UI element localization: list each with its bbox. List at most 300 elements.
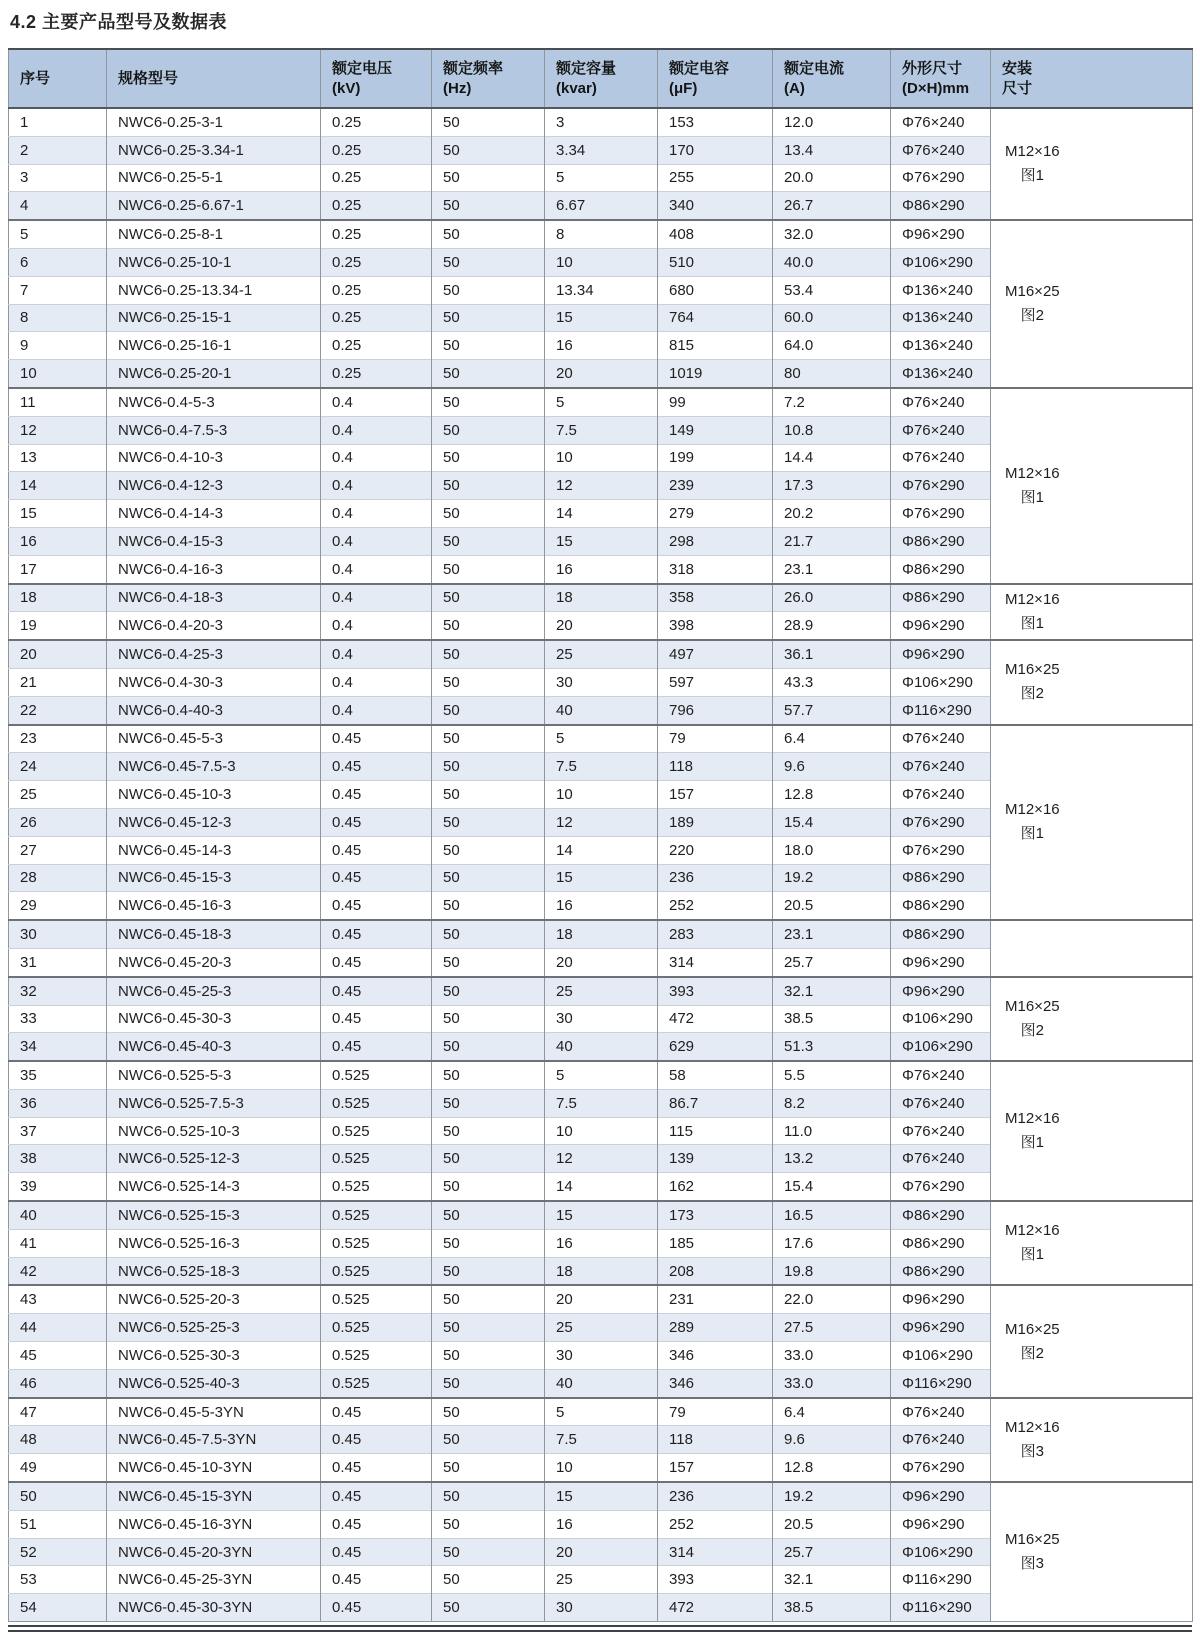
cell-voltage: 0.45 <box>321 1398 432 1426</box>
cell-capacity: 3.34 <box>545 136 658 164</box>
cell-frequency: 50 <box>432 1538 545 1566</box>
mounting-spec-cell <box>991 220 1193 388</box>
cell-no: 5 <box>9 220 107 248</box>
cell-dimensions: Φ106×290 <box>891 248 991 276</box>
mounting-spec-cell <box>991 725 1193 921</box>
cell-no: 49 <box>9 1454 107 1482</box>
cell-model: NWC6-0.45-15-3YN <box>107 1482 321 1510</box>
mounting-spec-cell <box>991 920 1193 977</box>
cell-voltage: 0.525 <box>321 1089 432 1117</box>
cell-capacity: 5 <box>545 1398 658 1426</box>
column-header-model: 规格型号 <box>107 49 321 108</box>
cell-model: NWC6-0.25-20-1 <box>107 360 321 388</box>
column-header-capacity: 额定容量 (kvar) <box>545 49 658 108</box>
cell-voltage: 0.4 <box>321 388 432 416</box>
cell-capacity: 5 <box>545 725 658 753</box>
cell-voltage: 0.45 <box>321 1454 432 1482</box>
cell-frequency: 50 <box>432 1314 545 1342</box>
cell-no: 28 <box>9 864 107 892</box>
cell-frequency: 50 <box>432 1033 545 1061</box>
cell-no: 47 <box>9 1398 107 1426</box>
cell-current: 38.5 <box>773 1594 891 1622</box>
cell-model: NWC6-0.525-12-3 <box>107 1145 321 1173</box>
cell-capacity: 18 <box>545 920 658 948</box>
cell-voltage: 0.525 <box>321 1229 432 1257</box>
cell-no: 44 <box>9 1314 107 1342</box>
cell-voltage: 0.4 <box>321 668 432 696</box>
cell-voltage: 0.45 <box>321 836 432 864</box>
cell-model: NWC6-0.4-18-3 <box>107 584 321 612</box>
column-header-mounting: 安装 尺寸 <box>991 49 1193 108</box>
cell-capacitance: 393 <box>658 977 773 1005</box>
cell-current: 26.7 <box>773 192 891 220</box>
cell-frequency: 50 <box>432 220 545 248</box>
cell-capacitance: 472 <box>658 1005 773 1033</box>
cell-dimensions: Φ76×290 <box>891 1454 991 1482</box>
cell-dimensions: Φ76×240 <box>891 416 991 444</box>
cell-model: NWC6-0.525-15-3 <box>107 1201 321 1229</box>
cell-frequency: 50 <box>432 781 545 809</box>
cell-capacitance: 79 <box>658 725 773 753</box>
cell-voltage: 0.45 <box>321 1033 432 1061</box>
cell-frequency: 50 <box>432 725 545 753</box>
mounting-size-label: M16×25 <box>1005 1320 1060 1338</box>
cell-capacitance: 58 <box>658 1061 773 1089</box>
cell-capacity: 20 <box>545 1538 658 1566</box>
cell-voltage: 0.525 <box>321 1061 432 1089</box>
cell-capacity: 5 <box>545 164 658 192</box>
column-header-no: 序号 <box>9 49 107 108</box>
cell-model: NWC6-0.45-15-3 <box>107 864 321 892</box>
cell-capacitance: 764 <box>658 304 773 332</box>
cell-current: 19.2 <box>773 864 891 892</box>
cell-capacitance: 796 <box>658 696 773 724</box>
cell-model: NWC6-0.45-7.5-3 <box>107 753 321 781</box>
cell-voltage: 0.525 <box>321 1285 432 1313</box>
cell-no: 43 <box>9 1285 107 1313</box>
cell-voltage: 0.45 <box>321 808 432 836</box>
cell-current: 15.4 <box>773 1173 891 1201</box>
cell-capacitance: 79 <box>658 1398 773 1426</box>
cell-no: 50 <box>9 1482 107 1510</box>
cell-capacity: 40 <box>545 696 658 724</box>
cell-current: 7.2 <box>773 388 891 416</box>
cell-capacity: 30 <box>545 1005 658 1033</box>
cell-model: NWC6-0.45-25-3YN <box>107 1566 321 1594</box>
cell-frequency: 50 <box>432 1454 545 1482</box>
cell-frequency: 50 <box>432 668 545 696</box>
cell-dimensions: Φ76×240 <box>891 1426 991 1454</box>
cell-dimensions: Φ76×240 <box>891 781 991 809</box>
cell-model: NWC6-0.45-5-3YN <box>107 1398 321 1426</box>
cell-dimensions: Φ106×290 <box>891 1538 991 1566</box>
column-header-capacitance: 额定电容 (μF) <box>658 49 773 108</box>
cell-capacity: 8 <box>545 220 658 248</box>
cell-model: NWC6-0.45-20-3YN <box>107 1538 321 1566</box>
mounting-size-label: M12×16 <box>1005 1222 1060 1240</box>
cell-voltage: 0.25 <box>321 192 432 220</box>
cell-voltage: 0.45 <box>321 1594 432 1622</box>
cell-frequency: 50 <box>432 1089 545 1117</box>
cell-capacity: 20 <box>545 948 658 976</box>
cell-voltage: 0.525 <box>321 1314 432 1342</box>
cell-current: 43.3 <box>773 668 891 696</box>
mounting-size-label: M12×16 <box>1005 464 1060 482</box>
cell-model: NWC6-0.25-3-1 <box>107 108 321 136</box>
cell-no: 46 <box>9 1369 107 1397</box>
cell-capacity: 18 <box>545 1257 658 1285</box>
cell-capacitance: 289 <box>658 1314 773 1342</box>
cell-frequency: 50 <box>432 1061 545 1089</box>
cell-no: 42 <box>9 1257 107 1285</box>
cell-dimensions: Φ76×240 <box>891 1061 991 1089</box>
cell-dimensions: Φ76×240 <box>891 725 991 753</box>
cell-frequency: 50 <box>432 1117 545 1145</box>
cell-current: 26.0 <box>773 584 891 612</box>
mounting-size-label: M12×16 <box>1005 1418 1060 1436</box>
cell-frequency: 50 <box>432 555 545 583</box>
cell-frequency: 50 <box>432 864 545 892</box>
cell-model: NWC6-0.4-12-3 <box>107 472 321 500</box>
table-row <box>9 1201 1193 1229</box>
cell-capacitance: 597 <box>658 668 773 696</box>
cell-voltage: 0.45 <box>321 864 432 892</box>
cell-voltage: 0.25 <box>321 164 432 192</box>
cell-capacity: 5 <box>545 388 658 416</box>
cell-capacity: 25 <box>545 640 658 668</box>
mounting-figure-label: 图1 <box>1020 167 1044 185</box>
cell-capacity: 6.67 <box>545 192 658 220</box>
cell-capacity: 16 <box>545 555 658 583</box>
cell-current: 25.7 <box>773 948 891 976</box>
cell-capacitance: 510 <box>658 248 773 276</box>
cell-voltage: 0.45 <box>321 892 432 920</box>
cell-voltage: 0.4 <box>321 640 432 668</box>
cell-model: NWC6-0.45-16-3 <box>107 892 321 920</box>
cell-voltage: 0.4 <box>321 527 432 555</box>
cell-capacitance: 629 <box>658 1033 773 1061</box>
mounting-spec-cell <box>991 1285 1193 1397</box>
cell-model: NWC6-0.525-30-3 <box>107 1342 321 1370</box>
cell-capacitance: 236 <box>658 1482 773 1510</box>
cell-model: NWC6-0.525-25-3 <box>107 1314 321 1342</box>
cell-capacity: 7.5 <box>545 416 658 444</box>
table-row <box>9 977 1193 1005</box>
cell-model: NWC6-0.4-20-3 <box>107 612 321 640</box>
cell-dimensions: Φ106×290 <box>891 668 991 696</box>
cell-frequency: 50 <box>432 1510 545 1538</box>
cell-frequency: 50 <box>432 1426 545 1454</box>
cell-dimensions: Φ86×290 <box>891 892 991 920</box>
cell-voltage: 0.525 <box>321 1342 432 1370</box>
table-header <box>9 49 1193 108</box>
cell-capacitance: 318 <box>658 555 773 583</box>
cell-capacitance: 185 <box>658 1229 773 1257</box>
cell-capacitance: 340 <box>658 192 773 220</box>
cell-capacitance: 346 <box>658 1369 773 1397</box>
cell-no: 18 <box>9 584 107 612</box>
cell-dimensions: Φ86×290 <box>891 1201 991 1229</box>
cell-no: 36 <box>9 1089 107 1117</box>
cell-no: 24 <box>9 753 107 781</box>
cell-current: 22.0 <box>773 1285 891 1313</box>
mounting-spec-cell <box>991 1482 1193 1621</box>
cell-capacity: 20 <box>545 1285 658 1313</box>
cell-capacitance: 1019 <box>658 360 773 388</box>
cell-capacitance: 279 <box>658 500 773 528</box>
mounting-figure-label: 图3 <box>1020 1555 1044 1573</box>
column-header-voltage: 额定电压 (kV) <box>321 49 432 108</box>
cell-current: 27.5 <box>773 1314 891 1342</box>
cell-voltage: 0.4 <box>321 500 432 528</box>
table-row <box>9 640 1193 668</box>
cell-voltage: 0.25 <box>321 108 432 136</box>
cell-capacitance: 231 <box>658 1285 773 1313</box>
cell-current: 32.0 <box>773 220 891 248</box>
cell-model: NWC6-0.525-5-3 <box>107 1061 321 1089</box>
cell-current: 57.7 <box>773 696 891 724</box>
mounting-spec-cell <box>991 977 1193 1061</box>
cell-frequency: 50 <box>432 640 545 668</box>
cell-dimensions: Φ136×240 <box>891 360 991 388</box>
cell-capacity: 40 <box>545 1033 658 1061</box>
cell-current: 14.4 <box>773 444 891 472</box>
cell-no: 37 <box>9 1117 107 1145</box>
cell-dimensions: Φ116×290 <box>891 1594 991 1622</box>
cell-no: 53 <box>9 1566 107 1594</box>
cell-dimensions: Φ136×240 <box>891 332 991 360</box>
table-row <box>9 1398 1193 1426</box>
cell-current: 28.9 <box>773 612 891 640</box>
mounting-figure-label: 图1 <box>1020 825 1044 843</box>
cell-current: 6.4 <box>773 725 891 753</box>
cell-current: 40.0 <box>773 248 891 276</box>
cell-capacitance: 408 <box>658 220 773 248</box>
cell-capacity: 14 <box>545 836 658 864</box>
cell-no: 17 <box>9 555 107 583</box>
cell-no: 25 <box>9 781 107 809</box>
cell-capacitance: 170 <box>658 136 773 164</box>
cell-voltage: 0.25 <box>321 220 432 248</box>
cell-dimensions: Φ76×240 <box>891 444 991 472</box>
table-row <box>9 725 1193 753</box>
cell-frequency: 50 <box>432 388 545 416</box>
cell-model: NWC6-0.525-7.5-3 <box>107 1089 321 1117</box>
cell-frequency: 50 <box>432 1257 545 1285</box>
cell-dimensions: Φ96×290 <box>891 1314 991 1342</box>
cell-model: NWC6-0.25-6.67-1 <box>107 192 321 220</box>
cell-capacity: 25 <box>545 1314 658 1342</box>
cell-model: NWC6-0.525-16-3 <box>107 1229 321 1257</box>
cell-voltage: 0.4 <box>321 696 432 724</box>
cell-frequency: 50 <box>432 1482 545 1510</box>
cell-frequency: 50 <box>432 1173 545 1201</box>
cell-no: 26 <box>9 808 107 836</box>
header-row <box>9 49 1193 108</box>
cell-capacity: 16 <box>545 892 658 920</box>
cell-capacity: 10 <box>545 444 658 472</box>
cell-no: 30 <box>9 920 107 948</box>
cell-current: 36.1 <box>773 640 891 668</box>
mounting-size-label: M16×25 <box>1005 283 1060 301</box>
mounting-figure-label: 图2 <box>1020 307 1044 325</box>
product-data-table <box>8 48 1193 1622</box>
cell-current: 23.1 <box>773 920 891 948</box>
cell-frequency: 50 <box>432 696 545 724</box>
cell-no: 23 <box>9 725 107 753</box>
cell-dimensions: Φ96×290 <box>891 220 991 248</box>
cell-voltage: 0.25 <box>321 360 432 388</box>
cell-current: 13.2 <box>773 1145 891 1173</box>
cell-dimensions: Φ76×290 <box>891 472 991 500</box>
cell-capacity: 15 <box>545 864 658 892</box>
cell-dimensions: Φ76×290 <box>891 500 991 528</box>
cell-capacity: 14 <box>545 1173 658 1201</box>
cell-capacity: 25 <box>545 1566 658 1594</box>
cell-capacity: 5 <box>545 1061 658 1089</box>
cell-current: 32.1 <box>773 1566 891 1594</box>
cell-dimensions: Φ76×240 <box>891 108 991 136</box>
cell-capacity: 40 <box>545 1369 658 1397</box>
cell-current: 20.2 <box>773 500 891 528</box>
cell-voltage: 0.25 <box>321 332 432 360</box>
cell-no: 12 <box>9 416 107 444</box>
cell-voltage: 0.4 <box>321 444 432 472</box>
cell-frequency: 50 <box>432 1566 545 1594</box>
cell-frequency: 50 <box>432 1229 545 1257</box>
mounting-size-label: M12×16 <box>1005 143 1060 161</box>
cell-model: NWC6-0.25-16-1 <box>107 332 321 360</box>
cell-voltage: 0.45 <box>321 1538 432 1566</box>
cell-model: NWC6-0.525-40-3 <box>107 1369 321 1397</box>
cell-voltage: 0.4 <box>321 472 432 500</box>
cell-frequency: 50 <box>432 892 545 920</box>
cell-dimensions: Φ106×290 <box>891 1005 991 1033</box>
cell-current: 20.5 <box>773 1510 891 1538</box>
cell-frequency: 50 <box>432 1005 545 1033</box>
cell-model: NWC6-0.45-16-3YN <box>107 1510 321 1538</box>
cell-model: NWC6-0.45-40-3 <box>107 1033 321 1061</box>
cell-dimensions: Φ116×290 <box>891 696 991 724</box>
table-bottom-double-rule <box>8 1625 1192 1632</box>
cell-model: NWC6-0.45-7.5-3YN <box>107 1426 321 1454</box>
cell-current: 9.6 <box>773 1426 891 1454</box>
table-body <box>9 108 1193 1622</box>
cell-frequency: 50 <box>432 753 545 781</box>
cell-no: 34 <box>9 1033 107 1061</box>
cell-current: 17.6 <box>773 1229 891 1257</box>
cell-model: NWC6-0.525-14-3 <box>107 1173 321 1201</box>
cell-no: 52 <box>9 1538 107 1566</box>
cell-dimensions: Φ76×290 <box>891 164 991 192</box>
cell-model: NWC6-0.45-18-3 <box>107 920 321 948</box>
cell-dimensions: Φ96×290 <box>891 612 991 640</box>
mounting-spec-cell <box>991 108 1193 220</box>
cell-voltage: 0.4 <box>321 612 432 640</box>
cell-dimensions: Φ96×290 <box>891 948 991 976</box>
cell-capacity: 10 <box>545 1454 658 1482</box>
cell-voltage: 0.4 <box>321 555 432 583</box>
cell-current: 16.5 <box>773 1201 891 1229</box>
cell-voltage: 0.45 <box>321 753 432 781</box>
cell-current: 10.8 <box>773 416 891 444</box>
cell-no: 41 <box>9 1229 107 1257</box>
cell-dimensions: Φ96×290 <box>891 1510 991 1538</box>
cell-no: 6 <box>9 248 107 276</box>
cell-dimensions: Φ86×290 <box>891 864 991 892</box>
cell-dimensions: Φ96×290 <box>891 1482 991 1510</box>
cell-model: NWC6-0.4-7.5-3 <box>107 416 321 444</box>
cell-capacity: 3 <box>545 108 658 136</box>
cell-voltage: 0.25 <box>321 276 432 304</box>
cell-no: 13 <box>9 444 107 472</box>
cell-capacity: 16 <box>545 1510 658 1538</box>
cell-frequency: 50 <box>432 527 545 555</box>
cell-model: NWC6-0.45-10-3 <box>107 781 321 809</box>
mounting-size-label: M12×16 <box>1005 1110 1060 1128</box>
cell-voltage: 0.45 <box>321 1005 432 1033</box>
mounting-spec-cell <box>991 640 1193 724</box>
cell-model: NWC6-0.45-30-3 <box>107 1005 321 1033</box>
cell-model: NWC6-0.45-10-3YN <box>107 1454 321 1482</box>
cell-capacitance: 139 <box>658 1145 773 1173</box>
cell-dimensions: Φ76×290 <box>891 1173 991 1201</box>
cell-current: 6.4 <box>773 1398 891 1426</box>
column-header-current: 额定电流 (A) <box>773 49 891 108</box>
cell-no: 51 <box>9 1510 107 1538</box>
cell-no: 38 <box>9 1145 107 1173</box>
cell-capacity: 15 <box>545 1482 658 1510</box>
cell-capacitance: 255 <box>658 164 773 192</box>
cell-current: 23.1 <box>773 555 891 583</box>
cell-current: 25.7 <box>773 1538 891 1566</box>
cell-model: NWC6-0.45-25-3 <box>107 977 321 1005</box>
cell-no: 32 <box>9 977 107 1005</box>
cell-frequency: 50 <box>432 332 545 360</box>
cell-voltage: 0.45 <box>321 1510 432 1538</box>
cell-model: NWC6-0.45-14-3 <box>107 836 321 864</box>
cell-dimensions: Φ86×290 <box>891 1257 991 1285</box>
cell-current: 12.0 <box>773 108 891 136</box>
cell-current: 80 <box>773 360 891 388</box>
cell-capacity: 15 <box>545 304 658 332</box>
cell-frequency: 50 <box>432 584 545 612</box>
cell-capacitance: 393 <box>658 1566 773 1594</box>
cell-frequency: 50 <box>432 977 545 1005</box>
cell-model: NWC6-0.25-5-1 <box>107 164 321 192</box>
table-row <box>9 1285 1193 1313</box>
table-row <box>9 108 1193 136</box>
cell-no: 21 <box>9 668 107 696</box>
cell-current: 12.8 <box>773 1454 891 1482</box>
cell-current: 13.4 <box>773 136 891 164</box>
mounting-figure-label: 图2 <box>1020 1021 1044 1039</box>
cell-model: NWC6-0.25-10-1 <box>107 248 321 276</box>
cell-dimensions: Φ116×290 <box>891 1369 991 1397</box>
cell-voltage: 0.525 <box>321 1257 432 1285</box>
cell-model: NWC6-0.25-13.34-1 <box>107 276 321 304</box>
cell-voltage: 0.525 <box>321 1117 432 1145</box>
cell-capacitance: 298 <box>658 527 773 555</box>
cell-frequency: 50 <box>432 360 545 388</box>
table-row <box>9 1061 1193 1089</box>
cell-frequency: 50 <box>432 948 545 976</box>
cell-dimensions: Φ76×240 <box>891 1089 991 1117</box>
cell-frequency: 50 <box>432 1398 545 1426</box>
cell-frequency: 50 <box>432 192 545 220</box>
column-header-dimensions: 外形尺寸 (D×H)mm <box>891 49 991 108</box>
cell-capacity: 20 <box>545 360 658 388</box>
